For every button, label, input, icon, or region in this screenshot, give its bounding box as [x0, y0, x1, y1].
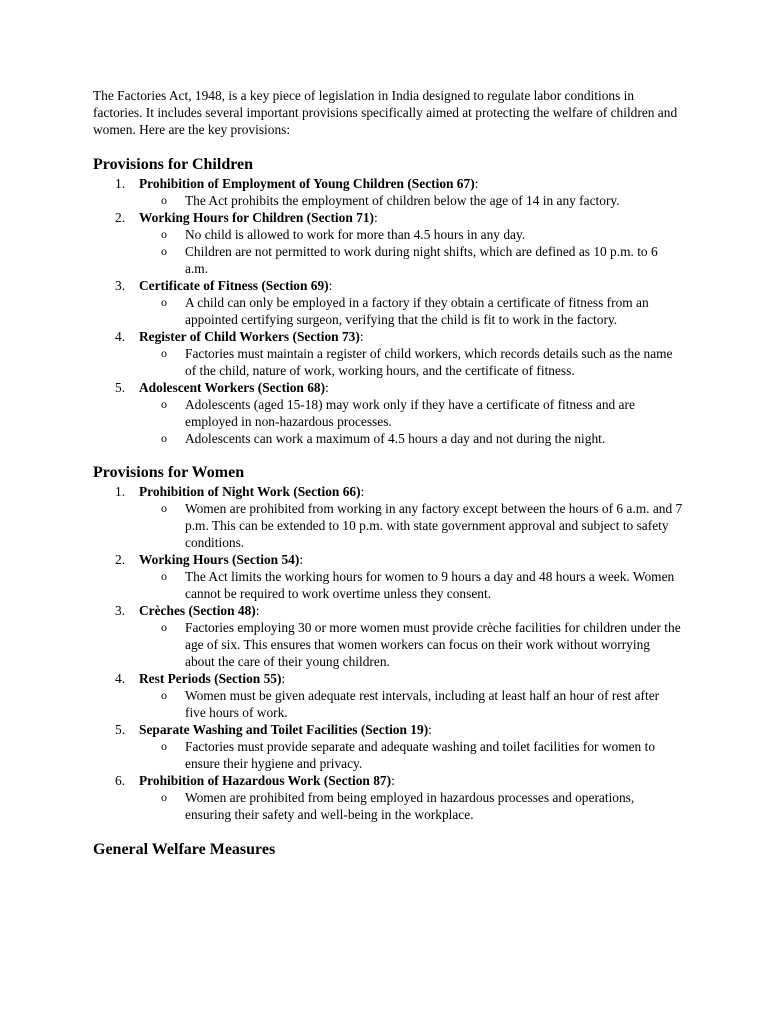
- hollow-bullet-icon: o: [161, 227, 167, 241]
- provision-title: Working Hours for Children (Section 71): [139, 210, 374, 225]
- provision-title: Rest Periods (Section 55): [139, 671, 282, 686]
- hollow-bullet-icon: o: [161, 620, 167, 634]
- provision-point-text: Factories employing 30 or more women must provide crèche facilities for children under the age of six. This ensures that women workers can focus on their work without worrying about the care of their young children.: [185, 620, 681, 669]
- hollow-bullet-icon: o: [161, 569, 167, 583]
- provision-point: [139, 396, 683, 430]
- provision-number: 4.: [115, 671, 126, 686]
- provision-points: [139, 738, 683, 772]
- provision-item: [93, 772, 683, 823]
- provision-point-text: Women are prohibited from working in any factory except between the hours of 6 a.m. and 7 p.m. This can be extended to 10 p.m. with state government approval and subject to safety conditions.: [185, 501, 683, 550]
- provision-title: Working Hours (Section 54): [139, 552, 300, 567]
- provision-colon: :: [281, 671, 286, 686]
- provision-title: Prohibition of Employment of Young Children (Section 67): [139, 176, 475, 191]
- intro-paragraph: The Factories Act, 1948, is a key piece of legislation in India designed to regulate labor conditions in factories. It includes several important provisions specifically aimed at protecting the welfare of children and women. Here are the key provisions:: [93, 88, 678, 137]
- hollow-bullet-icon: o: [161, 739, 167, 753]
- hollow-bullet-icon: o: [161, 193, 167, 207]
- provision-point: [139, 294, 683, 328]
- provision-item: [93, 175, 683, 209]
- provision-item: [93, 209, 683, 277]
- provision-heading: [139, 379, 683, 396]
- provision-heading: [139, 209, 683, 226]
- provision-colon: :: [255, 603, 260, 618]
- hollow-bullet-icon: o: [161, 346, 167, 360]
- provision-item: [93, 483, 683, 551]
- hollow-bullet-icon: o: [161, 688, 167, 702]
- provision-colon: :: [325, 380, 329, 395]
- hollow-bullet-icon: o: [161, 431, 167, 445]
- provision-points: [139, 226, 683, 277]
- provision-point-text: A child can only be employed in a factory if they obtain a certificate of fitness from an appointed certifying surgeon, verifying that the child is fit to work in the factory.: [185, 295, 649, 327]
- heading-general-welfare: General Welfare Measures: [93, 841, 276, 858]
- document-page: [93, 87, 683, 860]
- provision-point: [139, 500, 683, 551]
- provision-number: 2.: [115, 552, 126, 567]
- provision-colon: :: [474, 176, 479, 191]
- provision-points: [139, 619, 683, 670]
- provision-points: [139, 345, 683, 379]
- provision-point: [139, 192, 683, 209]
- provision-title: Separate Washing and Toilet Facilities (Section 19): [139, 722, 429, 737]
- provision-heading: [139, 670, 683, 687]
- provision-points: [139, 294, 683, 328]
- provision-number: 2.: [115, 210, 126, 225]
- provision-heading: [139, 328, 683, 345]
- provision-point-text: The Act prohibits the employment of children below the age of 14 in any factory.: [185, 193, 620, 208]
- provision-heading: [139, 721, 683, 738]
- heading-children: Provisions for Children: [93, 156, 254, 173]
- provision-colon: :: [299, 552, 304, 567]
- provision-point-text: Adolescents (aged 15-18) may work only if they have a certificate of fitness and are employed in non-hazardous processes.: [185, 397, 635, 429]
- women-provisions-list: [93, 483, 683, 823]
- provision-title: Crèches (Section 48): [139, 603, 256, 618]
- hollow-bullet-icon: o: [161, 244, 167, 258]
- provision-title: Prohibition of Hazardous Work (Section 87): [139, 773, 392, 788]
- provision-heading: [139, 551, 683, 568]
- provision-number: 5.: [115, 722, 126, 737]
- provision-point-text: Factories must maintain a register of child workers, which records details such as the name of the child, nature of work, working hours, and the certificate of fitness.: [185, 346, 673, 378]
- provision-point: [139, 430, 683, 447]
- children-provisions-list: [93, 175, 683, 447]
- provision-number: 3.: [115, 278, 126, 293]
- provision-item: [93, 551, 683, 602]
- provision-colon: :: [391, 773, 395, 788]
- provision-number: 1.: [115, 484, 126, 499]
- provision-item: [93, 670, 683, 721]
- provision-title: Certificate of Fitness (Section 69): [139, 278, 329, 293]
- provision-title: Adolescent Workers (Section 68): [139, 380, 326, 395]
- provision-item: [93, 721, 683, 772]
- provision-point-text: Women must be given adequate rest intervals, including at least half an hour of rest after five hours of work.: [185, 688, 660, 720]
- provision-points: [139, 687, 683, 721]
- provision-colon: :: [359, 329, 364, 344]
- provision-item: [93, 602, 683, 670]
- provision-points: [139, 500, 683, 551]
- provision-colon: :: [428, 722, 432, 737]
- provision-point: [139, 345, 683, 379]
- provision-title: Register of Child Workers (Section 73): [139, 329, 360, 344]
- provision-point-text: Children are not permitted to work during night shifts, which are defined as 10 p.m. to 6 a.m.: [185, 244, 658, 276]
- provision-number: 5.: [115, 380, 126, 395]
- provision-points: [139, 396, 683, 447]
- hollow-bullet-icon: o: [161, 397, 167, 411]
- provision-point: [139, 619, 683, 670]
- hollow-bullet-icon: o: [161, 790, 167, 804]
- hollow-bullet-icon: o: [161, 295, 167, 309]
- provision-point-text: Adolescents can work a maximum of 4.5 hours a day and not during the night.: [185, 431, 606, 446]
- provision-number: 1.: [115, 176, 126, 191]
- provision-point-text: The Act limits the working hours for women to 9 hours a day and 48 hours a week. Women cannot be required to work overtime unless they consent.: [185, 569, 675, 601]
- provision-point-text: Women are prohibited from being employed in hazardous processes and operations, ensuring their safety and well-being in the workplace.: [185, 790, 635, 822]
- provision-points: [139, 789, 683, 823]
- provision-point: [139, 243, 683, 277]
- provision-item: [93, 328, 683, 379]
- provision-points: [139, 192, 683, 209]
- provision-heading: [139, 602, 683, 619]
- provision-colon: :: [373, 210, 378, 225]
- provision-number: 4.: [115, 329, 126, 344]
- provision-point: [139, 789, 683, 823]
- provision-title: Prohibition of Night Work (Section 66): [139, 484, 361, 499]
- provision-point: [139, 687, 683, 721]
- hollow-bullet-icon: o: [161, 501, 167, 515]
- provision-heading: [139, 772, 683, 789]
- provision-item: [93, 379, 683, 447]
- provision-item: [93, 277, 683, 328]
- provision-number: 6.: [115, 773, 126, 788]
- provision-colon: :: [328, 278, 333, 293]
- provision-heading: [139, 175, 683, 192]
- provision-points: [139, 568, 683, 602]
- provision-point-text: No child is allowed to work for more than 4.5 hours in any day.: [185, 227, 526, 242]
- provision-point: [139, 226, 683, 243]
- provision-point-text: Factories must provide separate and adequate washing and toilet facilities for women to ensure their hygiene and privacy.: [185, 739, 656, 771]
- provision-point: [139, 738, 683, 772]
- heading-women: Provisions for Women: [93, 464, 245, 481]
- provision-heading: [139, 277, 683, 294]
- provision-colon: :: [360, 484, 365, 499]
- provision-point: [139, 568, 683, 602]
- provision-number: 3.: [115, 603, 126, 618]
- provision-heading: [139, 483, 683, 500]
